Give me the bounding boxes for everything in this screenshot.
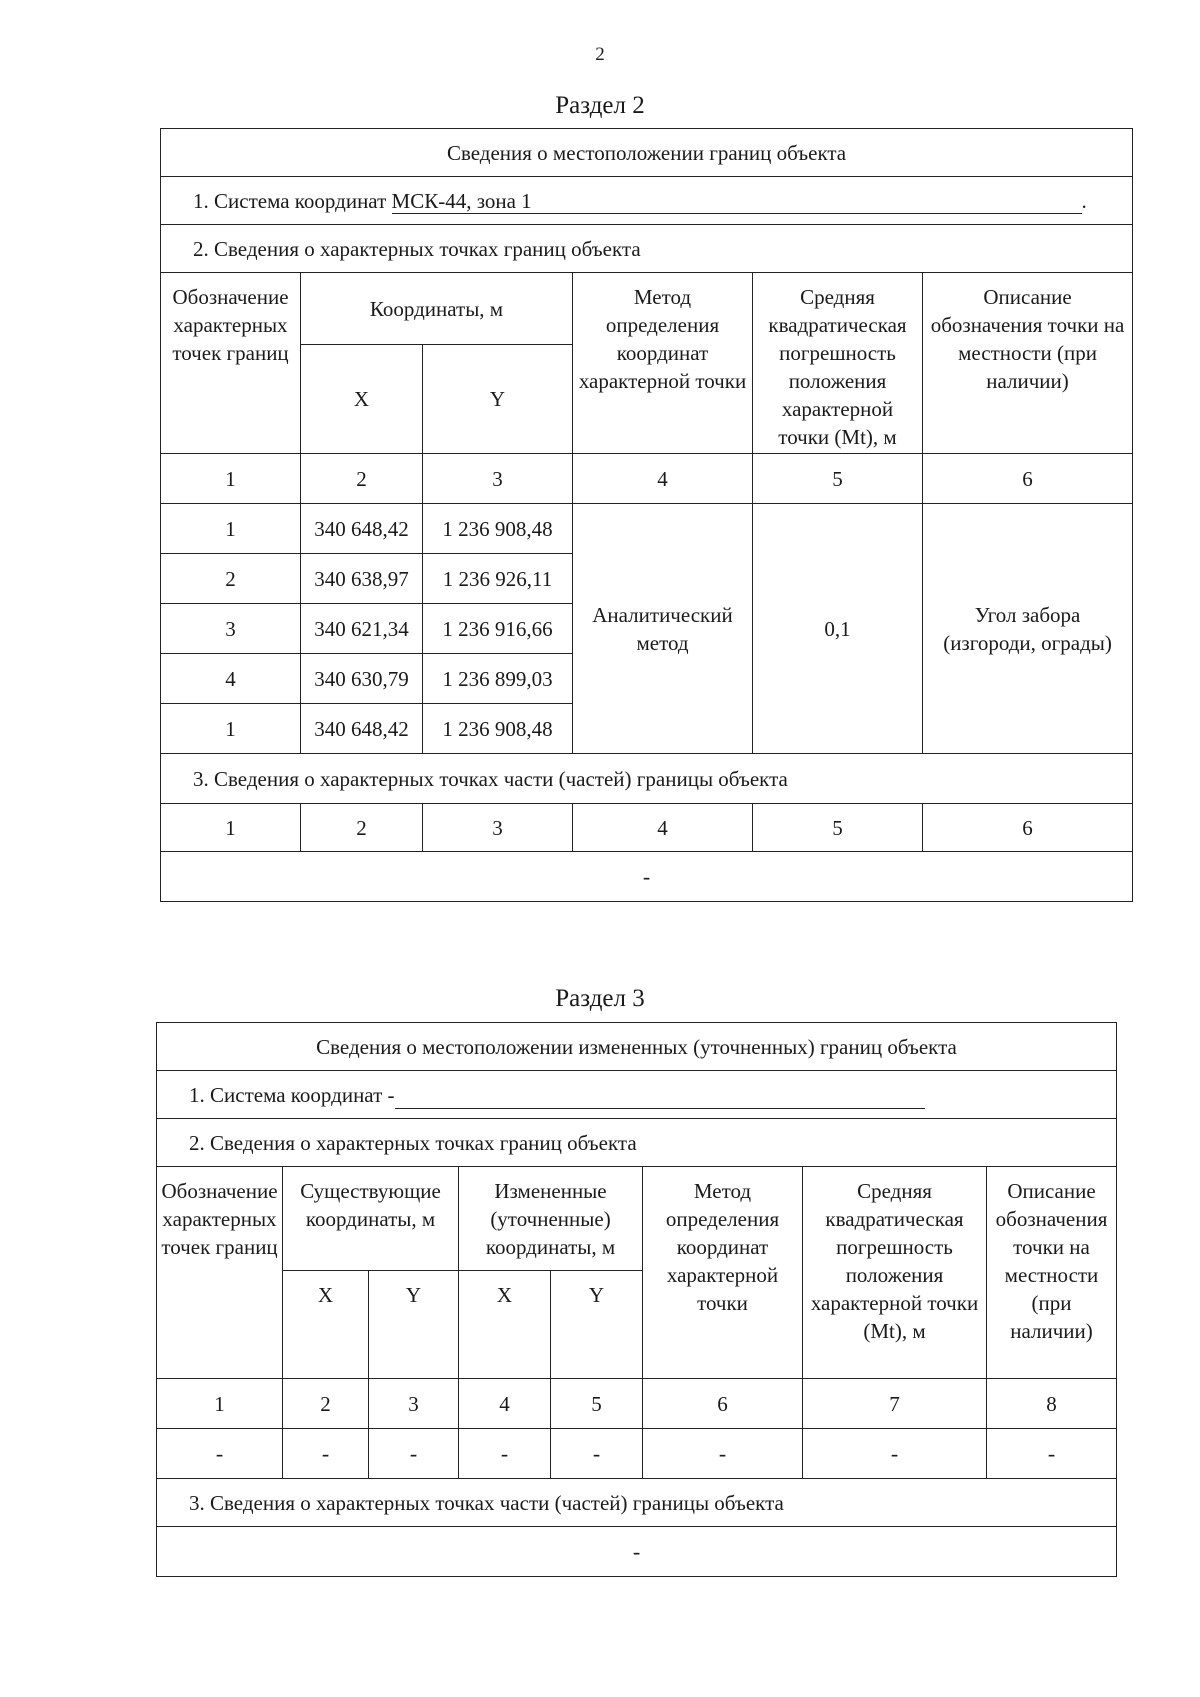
description-value: Угол забора (изгороди, ограды)	[923, 504, 1133, 754]
col-number: 4	[573, 804, 753, 852]
col-number: 6	[643, 1379, 803, 1429]
header-designation: Обозначение характерных точек границ	[157, 1167, 283, 1379]
parts-value: -	[161, 852, 1133, 902]
coord-system-label: 1. Система координат -	[189, 1082, 395, 1107]
point-y: 1 236 926,11	[423, 554, 573, 604]
col-number: 4	[573, 454, 753, 504]
header-y: Y	[369, 1271, 459, 1379]
col-number: 1	[161, 804, 301, 852]
method-value: Аналитический метод	[573, 504, 753, 754]
header-description: Описание обозначения точки на местности (при наличии)	[923, 273, 1133, 454]
col-number: 4	[459, 1379, 551, 1429]
header-y: Y	[423, 345, 573, 454]
col-number: 5	[753, 454, 923, 504]
point-id: 2	[161, 554, 301, 604]
col-number: 3	[423, 804, 573, 852]
point-x: 340 648,42	[301, 504, 423, 554]
points-heading: 2. Сведения о характерных точках границ объекта	[157, 1119, 1117, 1167]
coord-system-end: .	[1081, 188, 1087, 213]
col-number: 8	[987, 1379, 1117, 1429]
page-number: 2	[595, 44, 605, 65]
point-id: 3	[161, 604, 301, 654]
section-3-caption: Сведения о местоположении измененных (уточненных) границ объекта	[157, 1023, 1117, 1071]
section-3-title: Раздел 3	[555, 985, 645, 1012]
section-2-title: Раздел 2	[555, 92, 645, 119]
col-number: 5	[753, 804, 923, 852]
empty-cell: -	[803, 1429, 987, 1479]
header-designation: Обозначение характерных точек границ	[161, 273, 301, 454]
col-number: 2	[301, 454, 423, 504]
col-number: 1	[157, 1379, 283, 1429]
coord-system-value: МСК-44, зона 1	[392, 189, 1082, 214]
header-error: Средняя квадратическая погрешность положения характерной точки (Mt), м	[803, 1167, 987, 1379]
header-x: X	[459, 1271, 551, 1379]
header-error: Средняя квадратическая погрешность положения характерной точки (Mt), м	[753, 273, 923, 454]
empty-cell: -	[643, 1429, 803, 1479]
col-number: 5	[551, 1379, 643, 1429]
header-changed: Измененные (уточненные) координаты, м	[459, 1167, 643, 1271]
empty-cell: -	[987, 1429, 1117, 1479]
empty-cell: -	[283, 1429, 369, 1479]
col-number: 6	[923, 804, 1133, 852]
point-id: 4	[161, 654, 301, 704]
point-id: 1	[161, 704, 301, 754]
col-number: 7	[803, 1379, 987, 1429]
point-id: 1	[161, 504, 301, 554]
table-row	[161, 504, 1133, 554]
point-y: 1 236 908,48	[423, 504, 573, 554]
col-number: 1	[161, 454, 301, 504]
col-number: 6	[923, 454, 1133, 504]
col-number: 3	[423, 454, 573, 504]
point-x: 340 638,97	[301, 554, 423, 604]
section-2-caption: Сведения о местоположении границ объекта	[161, 129, 1133, 177]
coord-system-blank	[395, 1086, 925, 1109]
section-2-table	[160, 128, 1133, 902]
header-x: X	[301, 345, 423, 454]
point-x: 340 648,42	[301, 704, 423, 754]
col-number: 2	[283, 1379, 369, 1429]
empty-cell: -	[459, 1429, 551, 1479]
parts-value: -	[157, 1527, 1117, 1577]
coord-system-row	[157, 1071, 1117, 1119]
table-row	[157, 1429, 1117, 1479]
empty-cell: -	[551, 1429, 643, 1479]
error-value: 0,1	[753, 504, 923, 754]
header-existing: Существующие координаты, м	[283, 1167, 459, 1271]
coord-system-row	[161, 177, 1133, 225]
header-method: Метод определения координат характерной точки	[573, 273, 753, 454]
coord-system-label: 1. Система координат	[193, 188, 387, 213]
header-x: X	[283, 1271, 369, 1379]
header-coordinates: Координаты, м	[301, 273, 573, 345]
header-y: Y	[551, 1271, 643, 1379]
points-heading: 2. Сведения о характерных точках границ объекта	[161, 225, 1133, 273]
col-number: 3	[369, 1379, 459, 1429]
header-description: Описание обозначения точки на местности (при наличии)	[987, 1167, 1117, 1379]
point-x: 340 621,34	[301, 604, 423, 654]
parts-heading: 3. Сведения о характерных точках части (частей) границы объекта	[161, 754, 1133, 804]
parts-heading: 3. Сведения о характерных точках части (частей) границы объекта	[157, 1479, 1117, 1527]
empty-cell: -	[369, 1429, 459, 1479]
section-3-table	[156, 1022, 1117, 1577]
point-y: 1 236 899,03	[423, 654, 573, 704]
header-method: Метод определения координат характерной точки	[643, 1167, 803, 1379]
empty-cell: -	[157, 1429, 283, 1479]
point-y: 1 236 916,66	[423, 604, 573, 654]
col-number: 2	[301, 804, 423, 852]
point-x: 340 630,79	[301, 654, 423, 704]
point-y: 1 236 908,48	[423, 704, 573, 754]
